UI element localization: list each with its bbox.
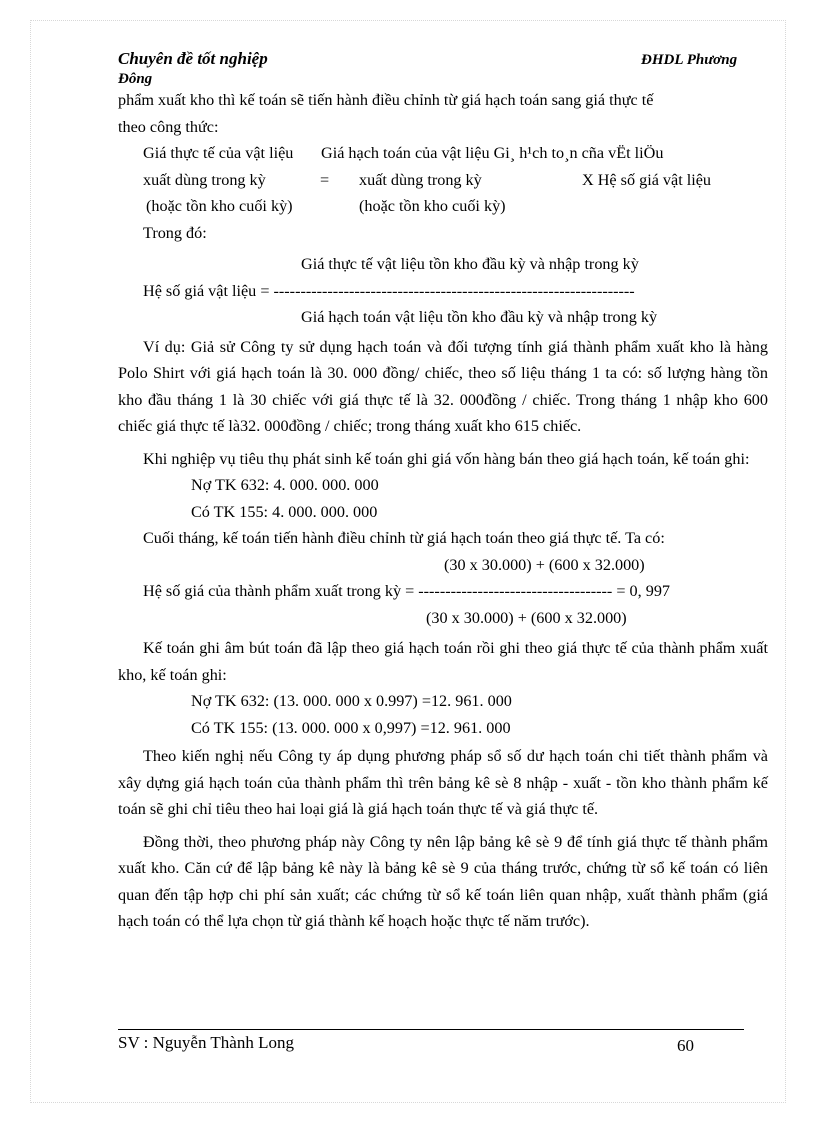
paragraph-cuoi-thang: Cuối tháng, kế toán tiến hành điều chỉnh từ giá hạch toán theo giá thực tế. Ta có: — [143, 529, 665, 547]
formula3-denominator: (30 x 30.000) + (600 x 32.000) — [426, 608, 627, 627]
header-school: ĐHDL Phương — [641, 52, 738, 68]
paragraph-intro-line1: phẩm xuất kho thì kế toán sẽ tiến hành điều chỉnh từ giá hạch toán sang giá thực tế — [118, 91, 654, 109]
paragraph-dong-thoi: Đồng thời, theo phương pháp này Công ty nên lập bảng kê sè 9 để tính giá thực tế thành phẩm xuất kho. Căn cứ để lập bảng kê này là bảng kê sè 9 của tháng trước, chứng từ sổ kế toán có liên quan đến tập hợp chi phí sản xuất; các chứng từ sổ kế toán liên quan nhập, xuất thành phẩm (giá hạch toán có thể lựa chọn từ giá thành kế hoạch hoặc thực tế năm trước). — [118, 832, 768, 930]
formula3-denominator-row — [118, 605, 768, 632]
formula3-fraction-bar: ------------------------------------ — [418, 582, 613, 600]
formula1-right-sub: xuất dùng trong kỳ — [359, 170, 482, 189]
formula1-coefficient: X Hệ số giá vật liệu — [582, 170, 712, 189]
formula2-fraction-bar: ------------------------------------------------------------------- — [273, 281, 635, 300]
formula2-label — [143, 278, 635, 305]
paragraph-ke-toan-ghi-am: Kế toán ghi âm bút toán đã lập theo giá hạch toán rồi ghi theo giá thực tế của thành phẩm xuất kho, kế toán ghi: — [118, 639, 768, 684]
paragraph-theo-kien-nghi: Theo kiến nghị nếu Công ty áp dụng phương pháp sổ số dư hạch toán chi tiết thành phẩm và xây dựng giá hạch toán của thành phẩm thì trên bảng kê sè 8 nhập - xuất - tồn kho thành phẩm kế toán sẽ ghi chỉ tiêu theo hai loại giá là giá hạch toán thực tế và giá thực tế. — [118, 747, 768, 818]
entry1-credit: Có TK 155: 4. 000. 000. 000 — [191, 502, 378, 521]
formula2-numerator: Giá thực tế vật liệu tồn kho đầu kỳ và nhập trong kỳ — [301, 255, 639, 273]
formula1-right-note: (hoặc tồn kho cuối kỳ) — [359, 197, 506, 215]
formula1-equals: = — [320, 170, 330, 189]
paragraph-intro-line2: theo công thức: — [118, 117, 219, 136]
formula1-left-label: Giá thực tế của vật liệu — [143, 144, 294, 162]
formula1-row1 — [118, 140, 768, 167]
footer-page-number: 60 — [677, 1036, 694, 1055]
footer-divider — [118, 1029, 744, 1030]
formula3-result: = 0, 997 — [612, 582, 671, 600]
formula2-denominator-row — [118, 304, 768, 331]
formula2-label-text: Hệ số giá vật liệu = — [143, 281, 274, 300]
formula1-left-note: (hoặc tồn kho cuối kỳ) — [146, 197, 293, 215]
paragraph-khi-nghiep-vu: Khi nghiệp vụ tiêu thụ phát sinh kế toán ghi giá vốn hàng bán theo giá hạch toán, kế toán ghi: — [143, 449, 750, 468]
entry2-debit: Nợ TK 632: (13. 000. 000 x 0.997) =12. 961. 000 — [191, 692, 512, 710]
formula1-right-label: Giá hạch toán của vật liệu Gi¸ h¹ch to¸n cña vËt liÖu — [321, 144, 664, 162]
trong-do-label: Trong đó: — [143, 223, 207, 242]
entry2-debit-row — [118, 688, 768, 715]
entry2-credit: Có TK 155: (13. 000. 000 x 0,997) =12. 961. 000 — [191, 718, 511, 737]
entry1-debit: Nợ TK 632: 4. 000. 000. 000 — [191, 476, 379, 494]
formula1-row2 — [118, 167, 768, 194]
entry1-debit-row — [118, 472, 768, 499]
entry1-credit-row — [118, 499, 768, 526]
formula2-denominator: Giá hạch toán vật liệu tồn kho đầu kỳ và nhập trong kỳ — [301, 308, 658, 326]
cuoi-thang-row — [118, 525, 768, 552]
formula1-left-sub: xuất dùng trong kỳ — [143, 170, 266, 189]
formula2-fraction-row — [118, 278, 768, 305]
trong-do-row — [118, 220, 768, 247]
formula3-label — [143, 578, 670, 605]
page-body — [118, 87, 768, 935]
paragraph-vi-du: Ví dụ: Giả sử Công ty sử dụng hạch toán và đối tượng tính giá thành phẩm xuất kho là hàng Polo Shirt với giá hạch toán là 30. 000 đồng/ chiếc, theo số liệu tháng 1 ta có: số lượng hàng tồn kho đầu tháng 1 là 30 chiếc với giá thực tế là 32. 000đồng / chiếc. Trong tháng 1 nhập kho 600 chiếc giá thực tế là32. 000đồng / chiếc; trong tháng xuất kho 615 chiếc. — [118, 337, 768, 435]
formula3-fraction-row — [118, 578, 768, 605]
formula2-numerator-row — [118, 251, 768, 278]
formula3-label-text: Hệ số giá của thành phẩm xuất trong kỳ = — [143, 582, 419, 600]
header-title: Chuyên đề tốt nghiệp — [118, 49, 268, 68]
formula3-numerator: (30 x 30.000) + (600 x 32.000) — [444, 555, 645, 574]
formula3-numerator-row — [118, 552, 768, 579]
header-title-continued: Đông — [118, 71, 153, 87]
formula1-row3 — [118, 193, 768, 220]
entry2-credit-row — [118, 715, 768, 742]
footer-student: SV : Nguyễn Thành Long — [118, 1033, 294, 1052]
